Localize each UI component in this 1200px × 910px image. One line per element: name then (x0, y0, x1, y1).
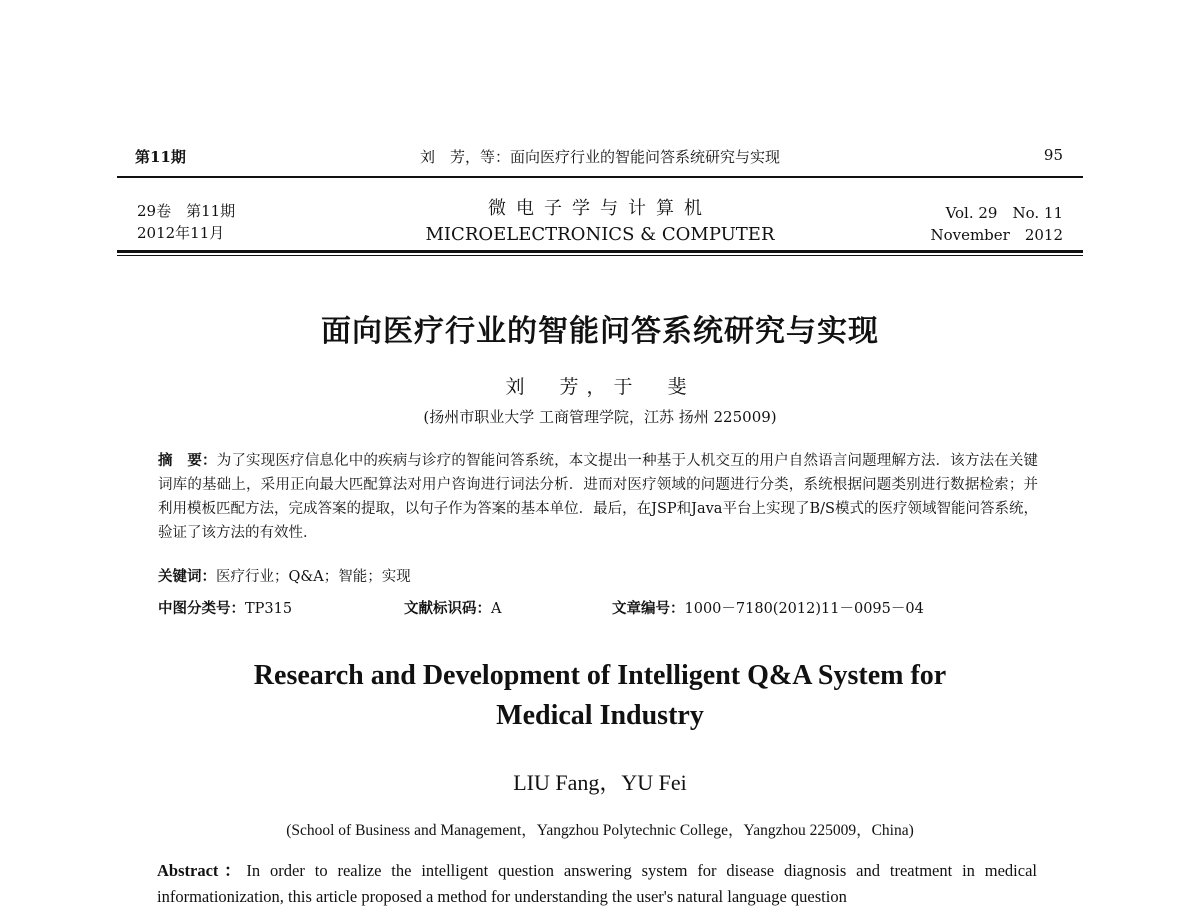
journal-date-cn: 2012年11月 (137, 224, 225, 242)
paper-affiliation-cn: (扬州市职业大学 工商管理学院，江苏 扬州 225009) (423, 408, 777, 426)
paper-title-en-line1: Research and Development of Intelligent Q&A System for (253, 660, 947, 691)
paper-title-en-line2: Medical Industry (496, 700, 704, 731)
masthead-rule-thick (117, 250, 1083, 253)
abstract-en (157, 858, 1037, 910)
journal-volume-issue-en: Vol. 29 No. 11 (945, 204, 1063, 222)
doc-code-label: 文献标识码： (404, 600, 491, 617)
paper-authors-cn: 刘 芳，于 斐 (505, 376, 695, 398)
paper-title-en (0, 656, 1200, 736)
journal-name-cn: 微电子学与计算机 (488, 198, 712, 219)
article-number (612, 597, 924, 621)
masthead-rule-thin (117, 255, 1083, 256)
doc-code-value: A (491, 601, 502, 617)
running-header-issue: 第11期 (135, 148, 186, 166)
running-header-title: 刘 芳，等：面向医疗行业的智能问答系统研究与实现 (419, 148, 780, 166)
header-rule (117, 176, 1083, 178)
running-header-page-number: 95 (1043, 146, 1063, 164)
abstract-text-cn: 为了实现医疗信息化中的疾病与诊疗的智能问答系统，本文提出一种基于人机交互的用户自然语言问题理解方法．该方法在关键词库的基础上，采用正向最大匹配算法对用户咨询进行词法分析．进而对医疗领域的问题进行分类，系统根据问题类别进行数据检索；并利用模板匹配方法，完成答案的提取，以句子作为答案的基本单位．最后，在JSP和Java平台上实现了B/S模式的医疗领域智能问答系统，验证了该方法的有效性． (158, 453, 1039, 541)
clc-label: 中图分类号： (158, 600, 245, 617)
abstract-text-en: In order to realize the intelligent question answering system for disease diagnosis and treatment in medical informationization, this article proposed a method for understanding the user's natural language question (157, 861, 1038, 906)
abstract-label-en: Abstract： (157, 861, 247, 880)
journal-date-en: November 2012 (930, 226, 1063, 244)
journal-volume-en-block (930, 202, 1063, 246)
clc-number (158, 597, 292, 621)
abstract-label-cn: 摘 要： (158, 452, 217, 469)
paper-title-cn: 面向医疗行业的智能问答系统研究与实现 (321, 314, 879, 349)
clc-value: TP315 (245, 601, 293, 617)
journal-name-en: MICROELECTRONICS & COMPUTER (425, 224, 775, 245)
abstract-cn (158, 449, 1038, 545)
paper-affiliation-en: (School of Business and Management，Yangzhou Polytechnic College，Yangzhou 225009，China) (286, 822, 914, 839)
keywords-text-cn: 医疗行业；Q&A；智能；实现 (216, 569, 411, 585)
paper-authors-en: LIU Fang，YU Fei (513, 770, 687, 795)
article-no-label: 文章编号： (612, 600, 685, 617)
article-no-value: 1000－7180(2012)11－0095－04 (684, 601, 924, 617)
keywords-label-cn: 关键词： (158, 568, 216, 585)
journal-volume-issue-cn: 29卷 第11期 (137, 202, 236, 220)
document-code (404, 597, 501, 621)
keywords-cn (158, 565, 1038, 589)
